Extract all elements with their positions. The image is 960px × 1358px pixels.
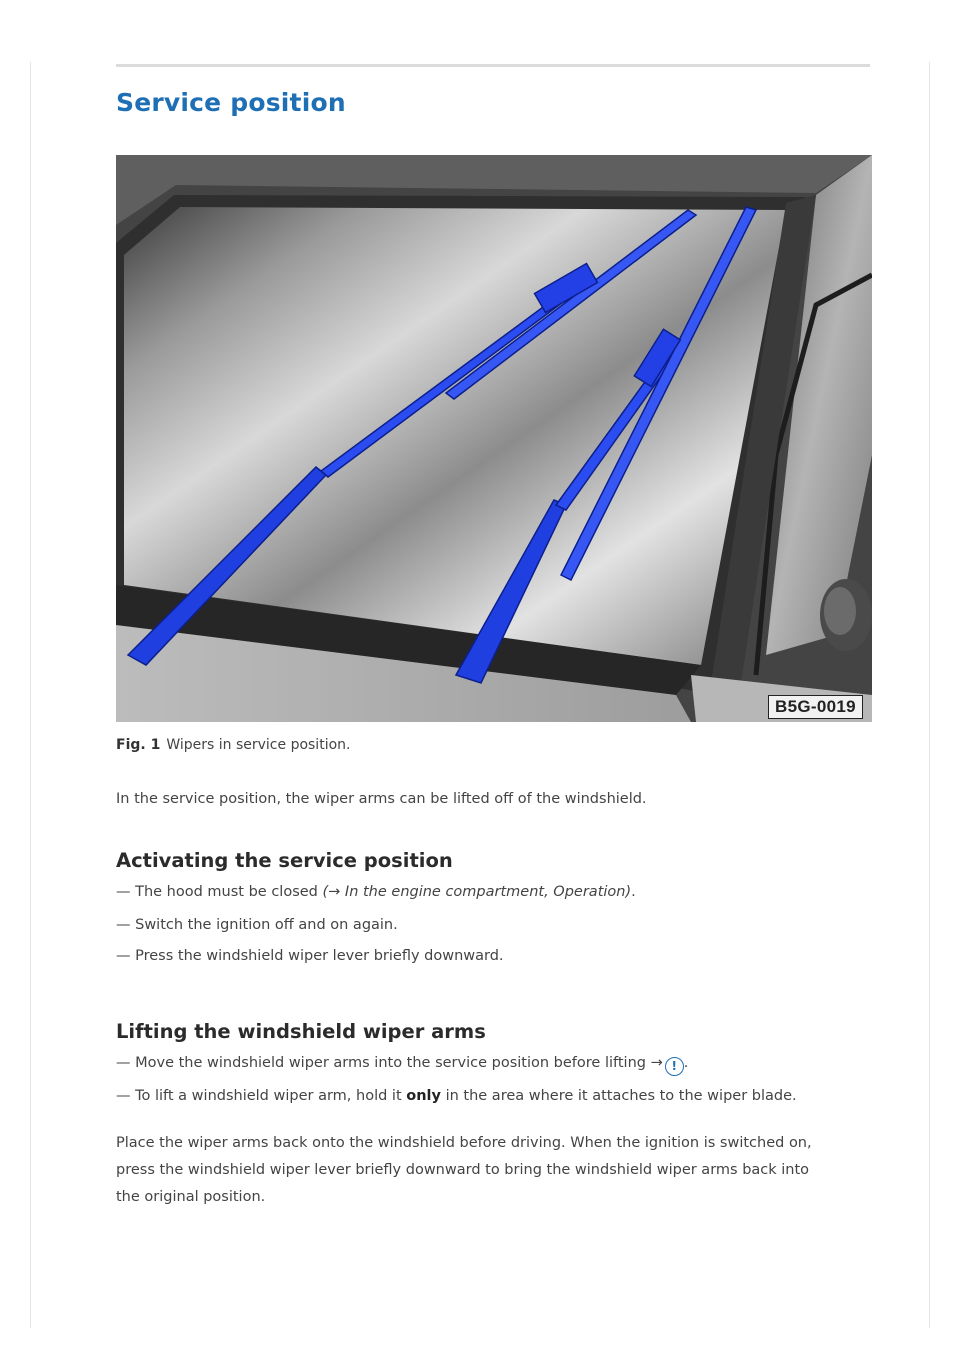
figure-caption <box>116 737 350 753</box>
lifting-heading: Lifting the windshield wiper arms <box>116 1020 486 1043</box>
figure-code-label: B5G-0019 <box>768 695 863 719</box>
activating-heading: Activating the service position <box>116 849 453 872</box>
page-border-right <box>929 62 930 1328</box>
warning-icon[interactable]: ! <box>665 1057 684 1076</box>
lifting-step-1: — Move the windshield wiper arms into the service position before lifting → ! . <box>116 1055 688 1076</box>
lifting-step-2: — To lift a windshield wiper arm, hold it only in the area where it attaches to the wiper blade. <box>116 1088 797 1104</box>
page-title: Service position <box>116 88 346 117</box>
top-rule <box>116 64 870 67</box>
closing-paragraph: Place the wiper arms back onto the windshield before driving. When the ignition is switched on, press the windshield wiper lever briefly downward to bring the windshield wiper arms back into the original position. <box>116 1135 812 1205</box>
activating-step-2: — Switch the ignition off and on again. <box>116 917 398 933</box>
figure-caption-text: Wipers in service position. <box>166 737 351 753</box>
wiper-illustration <box>116 155 872 722</box>
page-border-left <box>30 62 31 1328</box>
activating-step-3: — Press the windshield wiper lever briefly downward. <box>116 948 504 964</box>
activating-step-1: — The hood must be closed (→ In the engine compartment, Operation). <box>116 884 636 900</box>
intro-paragraph: In the service position, the wiper arms can be lifted off of the windshield. <box>116 791 647 807</box>
figure-number: Fig. 1 <box>116 737 161 753</box>
cross-reference-link[interactable]: (→ In the engine compartment, Operation) <box>322 884 632 900</box>
